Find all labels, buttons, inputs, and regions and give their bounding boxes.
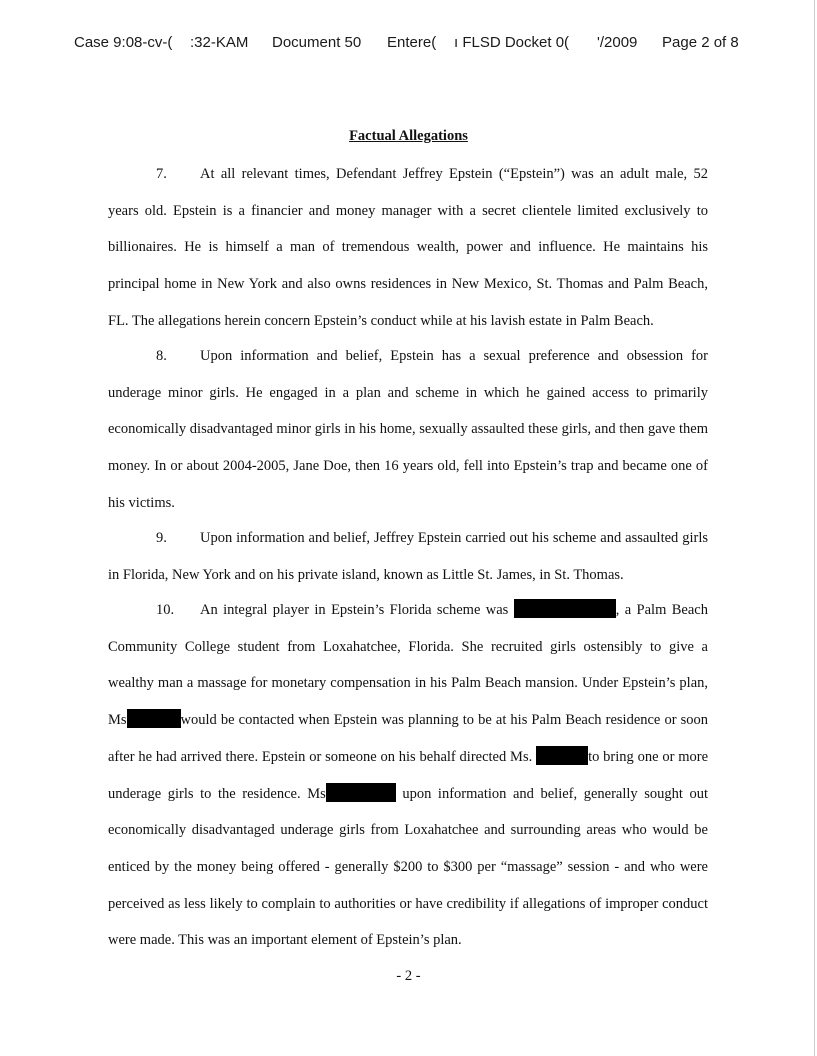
paragraph-number: 9. <box>156 530 167 546</box>
paragraph-text-part: An integral player in Epstein’s Florida scheme was <box>200 602 509 618</box>
document-header <box>0 34 817 58</box>
paragraph-number: 8. <box>156 348 167 364</box>
header-entered: Entere( <box>387 34 437 51</box>
paragraph-text: Upon information and belief, Epstein has a sexual preference and obsession for underage minor girls. He engaged in a plan and scheme in which he gained access to primarily economically disadvantaged minor girls in his home, sexually assaulted these girls, and then gave them money. In or about 2004-2005, Jane Doe, then 16 years old, fell into Epstein’s trap and became one of his victims. <box>108 348 708 511</box>
redaction-bar <box>514 599 616 618</box>
paragraph-number: 7. <box>156 166 167 182</box>
paragraph-7 <box>108 156 708 340</box>
paragraph-text: Upon information and belief, Jeffrey Epstein carried out his scheme and assaulted girls in Florida, New York and on his private island, known as Little St. James, in St. Thomas. <box>108 530 708 583</box>
paragraph-10 <box>108 592 708 959</box>
paragraph-text-part: upon information and belief, generally sought out economically disadvantaged underage girls from Loxahatchee and surrounding areas who would be enticed by the money being offered - generally $200 to $300 per “massage” session - and who were perceived as less likely to complain to authorities or have credibility if allegations of improper conduct were made. This was an important element of Epstein’s plan. <box>108 785 709 949</box>
header-document-number: Document 50 <box>272 34 362 51</box>
header-docket: ı FLSD Docket 0( <box>454 34 570 51</box>
paragraph-8 <box>108 338 708 522</box>
paragraph-text-part: , a Palm Beach Community College student from Loxahatchee, Florida. She recruited girls ostensibly to give a wealthy man a massage for monetary compensation in his Palm Beach mansion. Under Epstein’s plan, Ms <box>108 602 708 729</box>
header-case-number-suffix: :32-KAM <box>190 34 249 51</box>
page-number: - 2 - <box>396 968 421 984</box>
paragraph-number: 10. <box>156 602 175 618</box>
paragraph-text-part: to bring one or more underage girls to the residence. Ms <box>108 748 709 802</box>
redaction-bar <box>536 746 588 765</box>
redaction-bar <box>127 709 181 728</box>
paragraph-text: At all relevant times, Defendant Jeffrey Epstein (“Epstein”) was an adult male, 52 years old. Epstein is a financier and money manager with a secret clientele limited exclusively to billionaires. He is himself a man of tremendous wealth, power and influence. He maintains his principal home in New York and also owns residences in New Mexico, St. Thomas and Palm Beach, FL. The allegations herein concern Epstein’s conduct while at his lavish estate in Palm Beach. <box>108 166 708 329</box>
redaction-bar <box>326 783 396 802</box>
header-page-count: Page 2 of 8 <box>662 34 739 51</box>
paragraph-text-part: would be contacted when Epstein was planning to be at his Palm Beach residence or soon after he had arrived there. Epstein or someone on his behalf directed Ms. <box>108 712 708 765</box>
scan-edge-line <box>814 0 815 1056</box>
section-title: Factual Allegations <box>349 128 468 144</box>
header-date: '/2009 <box>597 34 638 51</box>
paragraph-9 <box>108 520 708 593</box>
header-case-number: Case 9:08-cv-( <box>74 34 173 51</box>
